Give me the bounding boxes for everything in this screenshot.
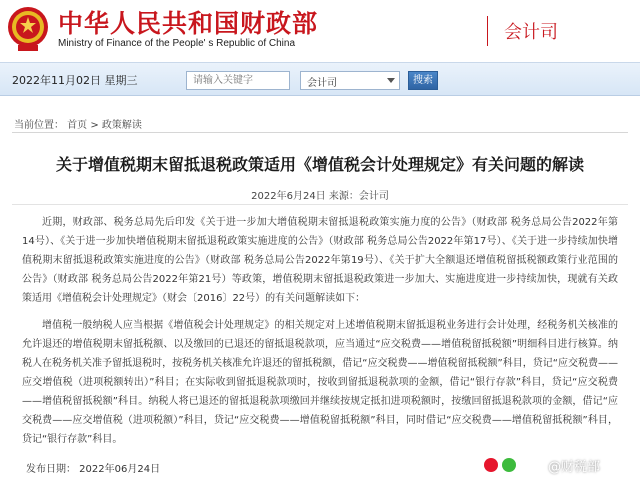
- wechat-icon[interactable]: [502, 458, 516, 472]
- nav-bar: [0, 62, 640, 96]
- department-name[interactable]: 会计司: [504, 22, 558, 43]
- search-input[interactable]: [186, 71, 290, 90]
- search-scope-value: 会计司: [307, 78, 337, 89]
- article-meta: 2022年6月24日 来源：会计司: [251, 191, 389, 202]
- search-scope-select[interactable]: [300, 71, 400, 90]
- chevron-down-icon: [387, 78, 395, 83]
- divider: [12, 204, 628, 205]
- current-date: 2022年11月02日 星期三: [12, 74, 138, 87]
- watermark: @财税部: [548, 460, 601, 475]
- publish-date: 发布日期： 2022年06月24日: [26, 464, 161, 475]
- site-header: [0, 0, 640, 62]
- breadcrumb[interactable]: 当前位置： 首页 > 政策解读: [14, 120, 142, 131]
- ministry-name-cn: 中华人民共和国财政部: [58, 9, 319, 38]
- article-paragraph: 近期，财政部、税务总局先后印发《关于进一步加大增值税期末留抵退税政策实施力度的公告》（财政部 税务总局公告2022年第14号）、《关于进一步加快增值税期末留抵退税政策实施进度的公告》（财政部 税务总局公告2022年第17号）、《关于进一步持续加快增值税期末留抵退税政策实施进度的公告》（财政部 税务总局公告2022年第19号）、《关于扩大全额退还增值税留抵税额政策行业范围的公告》（财政部 税务总局公告2022年第21号）等政策，增值税期末留抵退税政策进一步加大、实施进度进一步持续加快，现就有关政策适用《增值税会计处理规定》（财会〔2016〕22号）的有关问题解读如下：: [22, 217, 618, 304]
- national-emblem-icon: [6, 5, 50, 53]
- article-title: 关于增值税期末留抵退税政策适用《增值税会计处理规定》有关问题的解读: [55, 155, 584, 174]
- weibo-icon[interactable]: [484, 458, 498, 472]
- ministry-name-en: Ministry of Finance of the People' s Republic of China: [58, 38, 296, 49]
- header-divider: [487, 16, 488, 46]
- article-paragraph: 增值税一般纳税人应当根据《增值税会计处理规定》的相关规定对上述增值税期末留抵退税业务进行会计处理，经税务机关核准的允许退还的增值税期末留抵税额、以及缴回的已退还的留抵退税款项，应当通过“应交税费——增值税留抵税额”明细科目进行核算。纳税人在税务机关准予留抵退税时，按税务机关核准允许退还的留抵税额，借记“应交税费——增值税留抵税额”科目，贷记“应交税费——应交增值税（进项税额转出）”科目；在实际收到留抵退税款项时，按收到留抵退税款项的金额，借记“银行存款”科目，贷记“应交税费——增值税留抵税额”科目。纳税人将已退还的留抵退税款项缴回并继续按规定抵扣进项税额时，按缴回留抵退税款项的金额，借记“应交税费——应交增值税（进项税额）”科目，贷记“应交税费——增值税留抵税额”科目，同时借记“应交税费——增值税留抵税额”科目，贷记“银行存款”科目。: [22, 320, 618, 445]
- search-button[interactable]: 搜索: [408, 71, 438, 90]
- divider: [12, 132, 628, 133]
